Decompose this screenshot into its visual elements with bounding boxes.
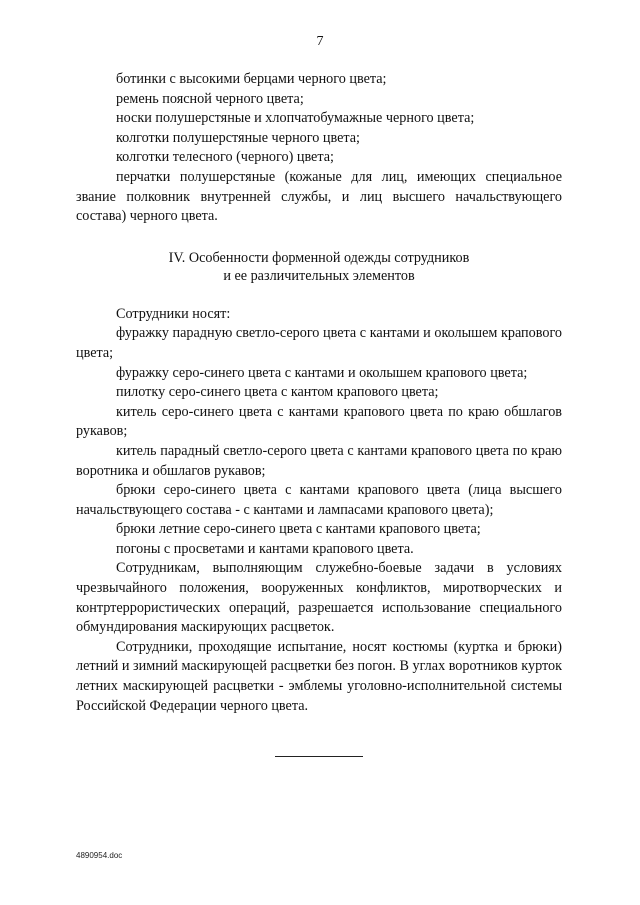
page-number: 7 (316, 34, 324, 49)
list-item: ботинки с высокими берцами черного цвета; (116, 71, 387, 87)
footer-file-name: 4890954.doc (76, 851, 123, 860)
list-item: китель парадный светло-серого цвета с кантами крапового цвета по краю воротника и обшлагов рукавов; (76, 442, 562, 479)
list-item: ремень поясной черного цвета; (116, 90, 304, 107)
list-item: фуражку парадную светло-серого цвета с кантами и околышем крапового цвета; (76, 325, 562, 361)
list-item: перчатки полушерстяные (кожаные для лиц, имеющих специальное звание полковник внутренней службы, и лиц высшего начальствующего состава) черного цвета. (76, 168, 562, 225)
list-item: колготки полушерстяные черного цвета; (116, 129, 360, 146)
section-heading (76, 249, 562, 285)
document-body (76, 70, 562, 716)
intro-paragraph: Сотрудники носят: (116, 305, 231, 322)
list-item: брюки серо-синего цвета с кантами крапового цвета (лица высшего начальствующего состава - с кантами и лампасами крапового цвета); (76, 482, 562, 518)
body-paragraph: Сотрудникам, выполняющим служебно-боевые задачи в условиях чрезвычайного положения, вооруженных конфликтов, миротворческих и контртеррористических операций, разрешается использование специального обмундирования маскирующих расцветок. (76, 560, 562, 636)
body-paragraph: Сотрудники, проходящие испытание, носят костюмы (куртка и брюки) летний и зимний маскирующей расцветки без погон. В углах воротников курток летних маскирующей расцветки - эмблемы уголовно-исполнительной системы Российской Федерации черного цвета. (76, 638, 562, 714)
end-divider (275, 756, 363, 757)
list-item: брюки летние серо-синего цвета с кантами крапового цвета; (116, 521, 481, 538)
list-item: носки полушерстяные и хлопчатобумажные черного цвета; (116, 110, 475, 127)
section-heading-line-2: и ее различительных элементов (223, 267, 415, 284)
section-heading-line-1: IV. Особенности форменной одежды сотрудников (168, 249, 470, 266)
list-item: китель серо-синего цвета с кантами крапового цвета по краю обшлагов рукавов; (76, 403, 562, 440)
list-item: пилотку серо-синего цвета с кантом крапового цвета; (116, 384, 439, 401)
list-item: колготки телесного (черного) цвета; (116, 149, 334, 166)
list-item: фуражку серо-синего цвета с кантами и околышем крапового цвета; (116, 364, 528, 381)
list-item: погоны с просветами и кантами крапового цвета. (116, 540, 414, 557)
